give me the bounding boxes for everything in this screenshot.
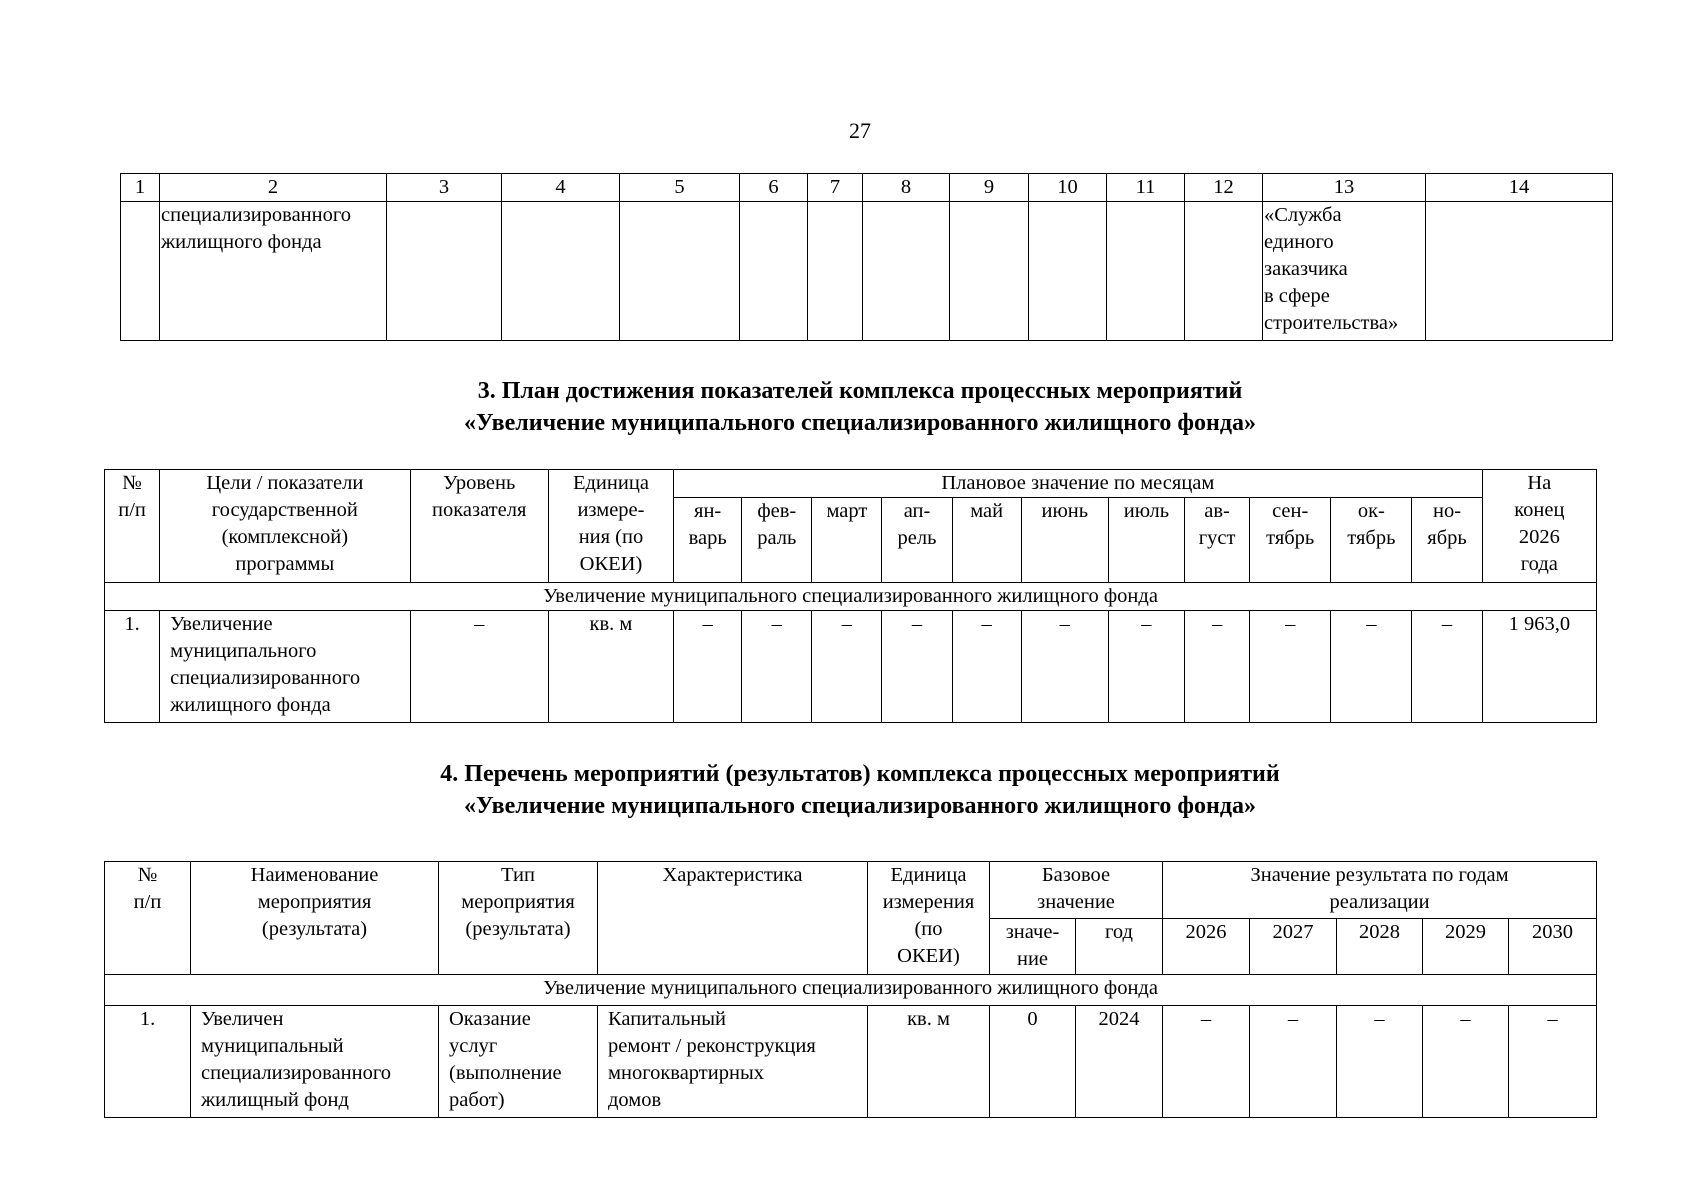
month-header: ок- тябрь: [1331, 498, 1412, 583]
end-of-year-value: 1 963,0: [1482, 611, 1596, 723]
col-number: 14: [1426, 174, 1613, 202]
year-value: –: [1509, 1006, 1597, 1118]
group-title: Увеличение муниципального специализированного жилищного фонда: [105, 583, 1597, 611]
header-row: [105, 470, 1597, 498]
row-number: 1.: [105, 611, 160, 723]
header-goals: Цели / показатели государственной (комплексной) программы: [160, 470, 410, 583]
header-unit: Единица измере- ния (по ОКЕИ): [548, 470, 673, 583]
col-number: 12: [1185, 174, 1263, 202]
measure-type: Оказание услуг (выполнение работ): [439, 1006, 598, 1118]
header-result-by-year: Значение результата по годам реализации: [1163, 862, 1597, 919]
indicator-name: Увеличение муниципального специализированного жилищного фонда: [160, 611, 410, 723]
col-number: 8: [863, 174, 950, 202]
group-title: Увеличение муниципального специализированного жилищного фонда: [105, 975, 1597, 1006]
table-row: [121, 202, 1613, 341]
page-number: 27: [849, 118, 871, 143]
month-header: фев- раль: [742, 498, 812, 583]
header-number: № п/п: [105, 862, 191, 975]
base-value: 0: [990, 1006, 1076, 1118]
col-number: 3: [387, 174, 502, 202]
month-header: сен- тябрь: [1250, 498, 1331, 583]
month-value: –: [1185, 611, 1250, 723]
col-number: 5: [620, 174, 740, 202]
month-header: но- ябрь: [1412, 498, 1482, 583]
header-base-value-value: значе- ние: [990, 919, 1076, 975]
month-value: –: [882, 611, 952, 723]
group-row: [105, 975, 1597, 1006]
year-value: –: [1337, 1006, 1423, 1118]
group-row: [105, 583, 1597, 611]
measures-list-table: [104, 861, 1597, 1118]
month-header: май: [952, 498, 1021, 583]
year-header: 2026: [1163, 919, 1250, 975]
header-unit: Единица измерения (по ОКЕИ): [868, 862, 990, 975]
indicators-plan-table: [104, 469, 1597, 723]
header-end-of-year: На конец 2026 года: [1482, 470, 1596, 583]
month-header: ап- рель: [882, 498, 952, 583]
header-number: № п/п: [105, 470, 160, 583]
month-value: –: [812, 611, 882, 723]
month-header: ав- густ: [1185, 498, 1250, 583]
month-value: –: [1412, 611, 1482, 723]
header-level: Уровень показателя: [410, 470, 548, 583]
header-base-year: год: [1076, 919, 1163, 975]
col-number: 11: [1107, 174, 1185, 202]
year-value: –: [1423, 1006, 1509, 1118]
month-value: –: [1108, 611, 1184, 723]
header-measure-name: Наименование мероприятия (результата): [191, 862, 439, 975]
table-row: [105, 1006, 1597, 1118]
col-number: 6: [740, 174, 808, 202]
col-number: 2: [160, 174, 387, 202]
month-header: июль: [1108, 498, 1184, 583]
month-value: –: [1250, 611, 1331, 723]
col-number: 9: [950, 174, 1029, 202]
column-number-row: [121, 174, 1613, 202]
indicator-unit: кв. м: [548, 611, 673, 723]
header-row: [105, 862, 1597, 919]
month-value: –: [1331, 611, 1412, 723]
section-3-title: 3. План достижения показателей комплекса процессных мероприятий «Увеличение муниципального специализированного жилищного фонда»: [464, 378, 1256, 436]
month-header: ян- варь: [674, 498, 742, 583]
month-value: –: [674, 611, 742, 723]
month-value: –: [742, 611, 812, 723]
header-plan-by-month: Плановое значение по месяцам: [674, 470, 1483, 498]
year-value: –: [1250, 1006, 1337, 1118]
month-header: июнь: [1021, 498, 1108, 583]
year-value: –: [1163, 1006, 1250, 1118]
responsible-org: «Служба единого заказчика в сфере строительства»: [1263, 202, 1426, 341]
measure-characteristic: Капитальный ремонт / реконструкция многоквартирных домов: [598, 1006, 868, 1118]
month-value: –: [952, 611, 1021, 723]
measure-name: Увеличен муниципальный специализированного жилищный фонд: [191, 1006, 439, 1118]
header-characteristic: Характеристика: [598, 862, 868, 975]
table-row: [105, 611, 1597, 723]
section-4-title: 4. Перечень мероприятий (результатов) комплекса процессных мероприятий «Увеличение муниципального специализированного жилищного фонда»: [440, 761, 1280, 819]
continuation-table: [120, 173, 1613, 341]
year-header: 2028: [1337, 919, 1423, 975]
col-number: 7: [808, 174, 863, 202]
col-number: 13: [1263, 174, 1426, 202]
header-measure-type: Тип мероприятия (результата): [439, 862, 598, 975]
year-header: 2029: [1423, 919, 1509, 975]
year-header: 2030: [1509, 919, 1597, 975]
year-header: 2027: [1250, 919, 1337, 975]
object-name: специализированного жилищного фонда: [160, 202, 387, 341]
month-value: –: [1021, 611, 1108, 723]
col-number: 4: [502, 174, 620, 202]
col-number: 1: [121, 174, 160, 202]
month-header: март: [812, 498, 882, 583]
row-number: 1.: [105, 1006, 191, 1118]
base-year: 2024: [1076, 1006, 1163, 1118]
header-base-value: Базовое значение: [990, 862, 1163, 919]
measure-unit: кв. м: [868, 1006, 990, 1118]
col-number: 10: [1029, 174, 1107, 202]
indicator-level: –: [410, 611, 548, 723]
